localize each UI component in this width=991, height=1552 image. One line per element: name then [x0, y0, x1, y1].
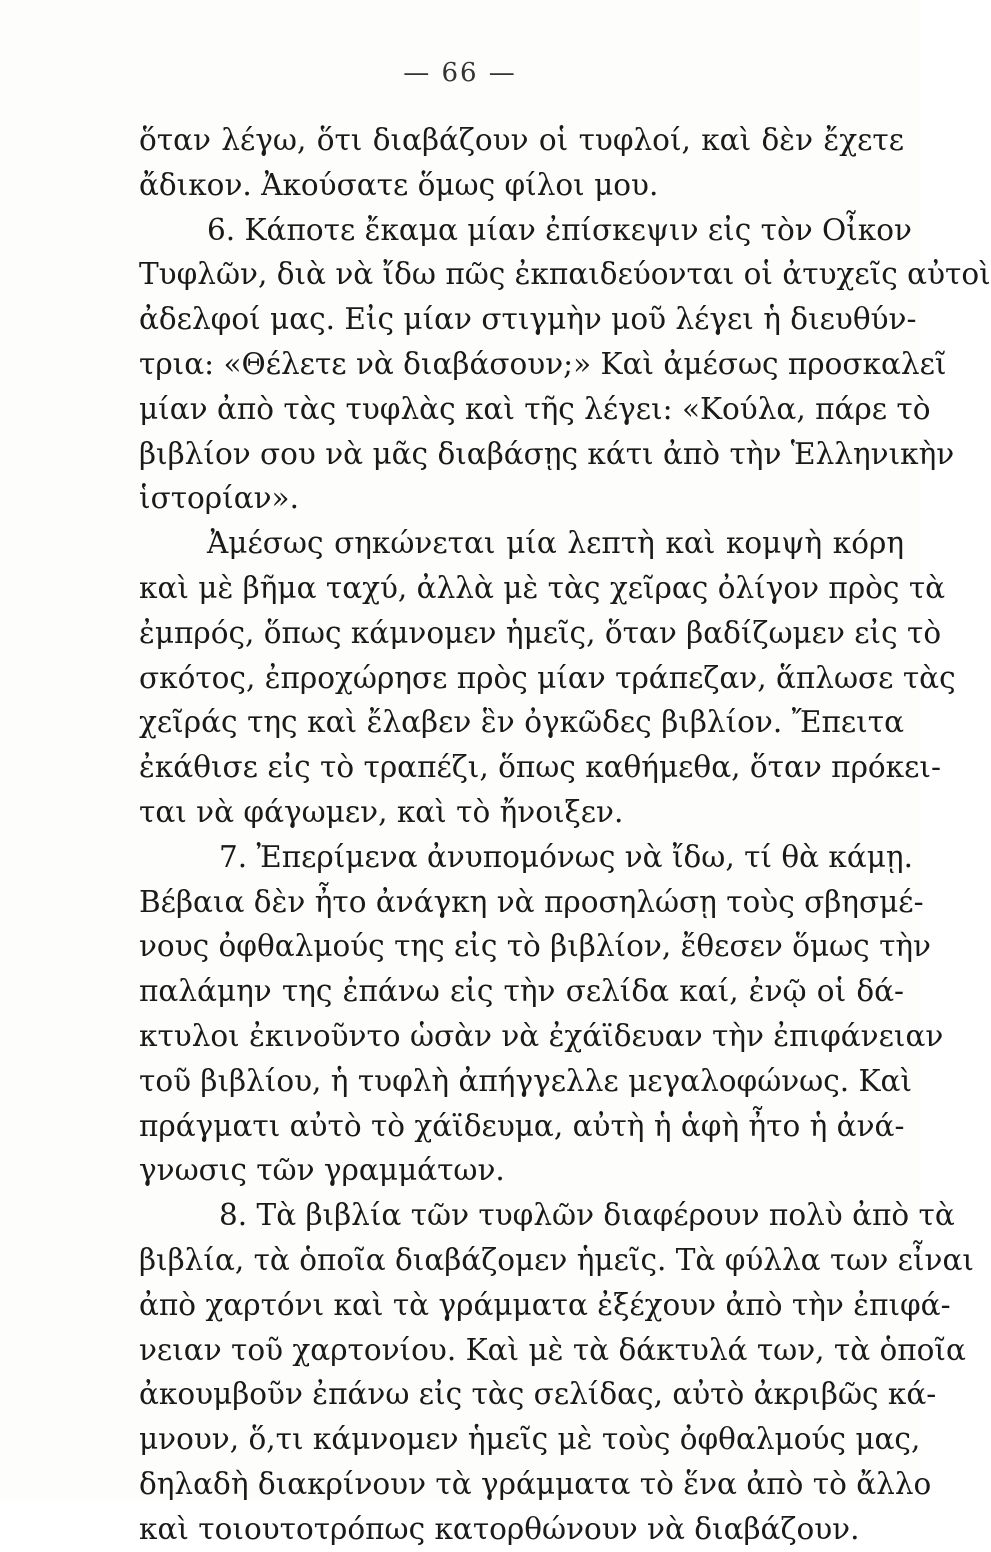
text-line: γνωσις τῶν γραμμάτων. [139, 1153, 505, 1188]
text-line: Ἀμέσως σηκώνεται μία λεπτὴ καὶ κομψὴ κόρη [207, 526, 904, 561]
text-line: δηλαδὴ διακρίνουν τὰ γράμματα τὸ ἕνα ἀπὸ τὸ ἄλλο [139, 1466, 932, 1501]
text-line: μίαν ἀπὸ τὰς τυφλὰς καὶ τῆς λέγει: «Κούλα, πάρε τὸ [139, 391, 931, 426]
text-line: 7. Ἐπερίμενα ἀνυπομόνως νὰ ἴδω, τί θὰ κάμῃ. [219, 839, 913, 874]
text-line: ἐκάθισε εἰς τὸ τραπέζι, ὅπως καθήμεθα, ὅταν πρόκει- [139, 750, 941, 785]
text-line: κτυλοι ἐκινοῦντο ὡσὰν νὰ ἐχάϊδευαν τὴν ἐπιφάνειαν [139, 1018, 944, 1053]
text-line: παλάμην της ἐπάνω εἰς τὴν σελίδα καί, ἐνῷ οἱ δά- [139, 974, 904, 1009]
page-number: — 66 — [403, 58, 517, 88]
text-line: μνουν, ὅ,τι κάμνομεν ἡμεῖς μὲ τοὺς ὀφθαλμούς μας, [139, 1422, 921, 1457]
text-line: νειαν τοῦ χαρτονίου. Καὶ μὲ τὰ δάκτυλά των, τὰ ὁποῖα [139, 1332, 966, 1367]
text-line: ἀπὸ χαρτόνι καὶ τὰ γράμματα ἐξέχουν ἀπὸ τὴν ἐπιφά- [139, 1287, 951, 1322]
text-line: 8. Τὰ βιβλία τῶν τυφλῶν διαφέρουν πολὺ ἀπὸ τὰ [219, 1198, 955, 1233]
text-line: τρια: «Θέλετε νὰ διαβάσουν;» Καὶ ἀμέσως προσκαλεῖ [139, 346, 947, 381]
text-line: τοῦ βιβλίου, ἡ τυφλὴ ἀπήγγελλε μεγαλοφώνως. Καὶ [139, 1063, 913, 1098]
text-line: χεῖράς της καὶ ἔλαβεν ἓν ὀγκῶδες βιβλίον. Ἔπειτα [139, 705, 904, 740]
text-line: ἱστορίαν». [139, 481, 299, 516]
text-line: σκότος, ἐπροχώρησε πρὸς μίαν τράπεζαν, ἅπλωσε τὰς [139, 660, 956, 695]
body-text [139, 118, 991, 1552]
text-line: νους ὀφθαλμούς της εἰς τὸ βιβλίον, ἔθεσεν ὅμως τὴν [139, 929, 931, 964]
text-line: ἐμπρός, ὅπως κάμνομεν ἡμεῖς, ὅταν βαδίζωμεν εἰς τὸ [139, 615, 942, 650]
text-line: πράγματι αὐτὸ τὸ χάϊδευμα, αὐτὴ ἡ ἁφὴ ἦτο ἡ ἀνά- [139, 1108, 905, 1143]
text-line: ται νὰ φάγωμεν, καὶ τὸ ἤνοιξεν. [139, 794, 624, 829]
text-line: ὅταν λέγω, ὅτι διαβάζουν οἱ τυφλοί, καὶ δὲν ἔχετε [139, 123, 904, 157]
text-line: βιβλία, τὰ ὁποῖα διαβάζομεν ἡμεῖς. Τὰ φύλλα των εἶναι [139, 1242, 974, 1277]
text-line: καὶ τοιουτοτρόπως κατορθώνουν νὰ διαβάζουν. [139, 1511, 860, 1546]
text-line: βιβλίον σου νὰ μᾶς διαβάσῃς κάτι ἀπὸ τὴν Ἑλληνικὴν [139, 436, 955, 471]
text-line: Βέβαια δὲν ἦτο ἀνάγκη νὰ προσηλώσῃ τοὺς σβησμέ- [139, 884, 924, 919]
text-line: ἄδικον. Ἀκούσατε ὅμως φίλοι μου. [139, 167, 659, 202]
text-line: 6. Κάποτε ἔκαμα μίαν ἐπίσκεψιν εἰς τὸν Οἶκον [207, 212, 912, 247]
text-line: ἀδελφοί μας. Εἰς μίαν στιγμὴν μοῦ λέγει ἡ διευθύν- [139, 302, 917, 337]
text-line: καὶ μὲ βῆμα ταχύ, ἀλλὰ μὲ τὰς χεῖρας ὀλίγον πρὸς τὰ [139, 570, 946, 605]
text-line: ἀκουμβοῦν ἐπάνω εἰς τὰς σελίδας, αὐτὸ ἀκριβῶς κά- [139, 1377, 937, 1412]
text-line: Τυφλῶν, διὰ νὰ ἴδω πῶς ἐκπαιδεύονται οἱ ἀτυχεῖς αὐτοὶ [139, 257, 991, 292]
